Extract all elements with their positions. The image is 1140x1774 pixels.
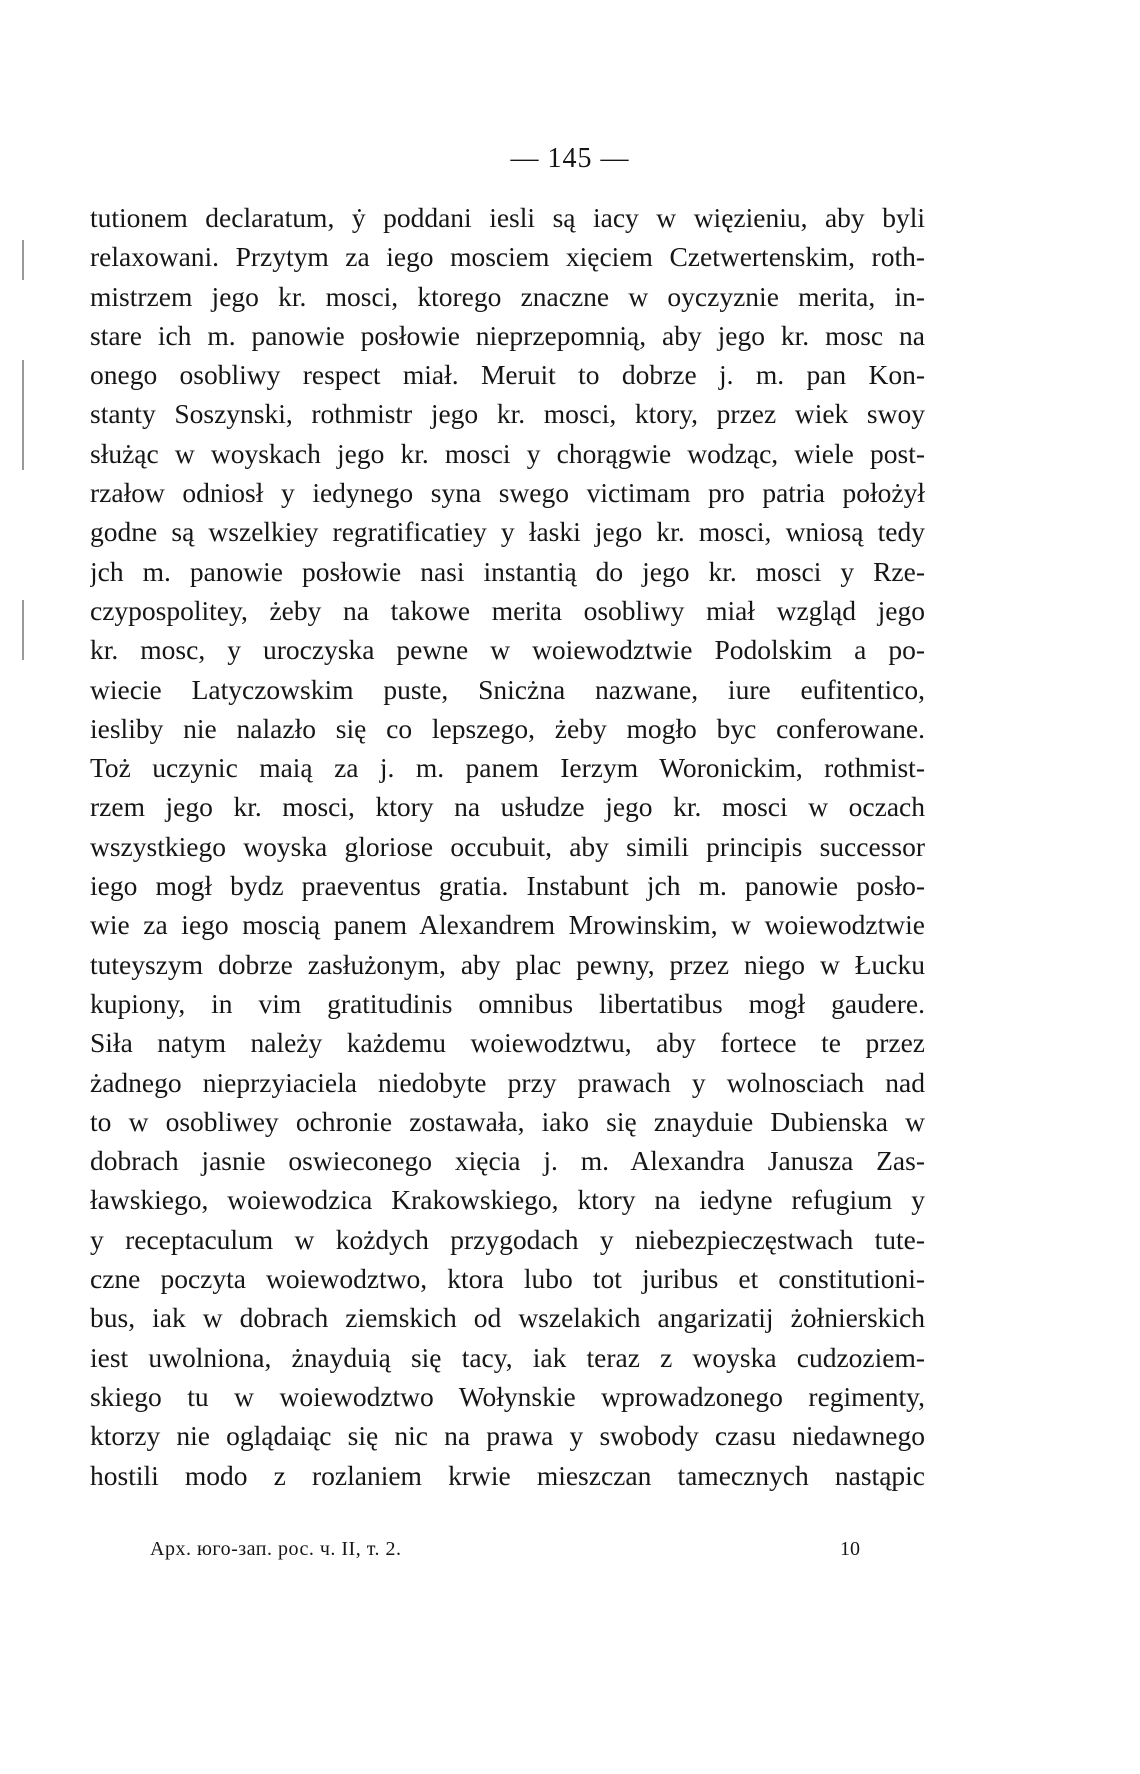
text-line: stanty Soszynski, rothmistr jego kr. mosci, ktory, przez wiek swoy [90,398,925,430]
scan-margin-mark [22,600,24,660]
body-text [90,198,925,1495]
text-line: kupiony, in vim gratitudinis omnibus libertatibus mogł gaudere. [90,987,925,1019]
text-line: żadnego nieprzyiaciela niedobyte przy prawach y wolnosciach nad [90,1066,925,1098]
text-line: mistrzem jego kr. mosci, ktorego znaczne w oyczyznie merita, in- [90,280,925,312]
text-line: rzem jego kr. mosci, ktory na usłudze jego kr. mosci w oczach [90,791,925,823]
text-line: rzałow odniosł y iedynego syna swego victimam pro patria położył [90,477,925,509]
text-line: bus, iak w dobrach ziemskich od wszelakich angarizatij żołnierskich [90,1302,925,1334]
signature-mark: Арх. юго-зап. рос. ч. II, т. 2. [150,1538,402,1560]
sheet-number: 10 [840,1538,860,1560]
text-line: relaxowani. Przytym za iego mosciem xięciem Czetwertenskim, roth- [90,241,925,273]
page-footer [150,1538,860,1568]
text-line: kr. mosc, y uroczyska pewne w woiewodztwie Podolskim a po- [90,634,925,666]
scan-margin-mark [22,360,24,470]
page-number: — 145 — [510,143,630,174]
text-line: służąc w woyskach jego kr. mosci y chorągwie wodząc, wiele post- [90,437,925,469]
text-line: Toż uczynic maią za j. m. panem Ierzym Woronickim, rothmist- [90,752,925,784]
text-line: tuteyszym dobrze zasłużonym, aby plac pewny, przez niego w Łucku [90,948,925,980]
text-line: hostili modo z rozlaniem krwie mieszczan tamecznych nastąpic [90,1459,925,1491]
text-line: iest uwolniona, żnayduią się tacy, iak teraz z woyska cudzoziem- [90,1341,925,1373]
text-line: wiecie Latyczowskim puste, Snicżna nazwane, iure eufitentico, [90,673,925,705]
text-line: y receptaculum w kożdych przygodach y niebezpieczęstwach tute- [90,1223,925,1255]
text-line: ławskiego, woiewodzica Krakowskiego, ktory na iedyne refugium y [90,1184,925,1216]
scan-margin-mark [22,240,24,280]
text-line: tutionem declaratum, ẏ poddani iesli są iacy w więzieniu, aby byli [90,202,925,233]
text-line: godne są wszelkiey regratificatiey y łaski jego kr. mosci, wniosą tedy [90,516,925,548]
text-line: dobrach jasnie oswieconego xięcia j. m. Alexandra Janusza Zas- [90,1145,925,1177]
text-line: wie za iego moscią panem Alexandrem Mrowinskim, w woiewodztwie [90,909,925,941]
text-line: iego mogł bydz praeventus gratia. Instabunt jch m. panowie posło- [90,870,925,902]
text-line: czne poczyta woiewodztwo, ktora lubo tot juribus et constitutioni- [90,1263,925,1295]
text-line: skiego tu w woiewodztwo Wołynskie wprowadzonego regimenty, [90,1380,925,1412]
text-line: iesliby nie nalazło się co lepszego, żeby mogło byc conferowane. [90,712,925,744]
text-line: onego osobliwy respect miał. Meruit to dobrze j. m. pan Kon- [90,359,925,391]
text-line: jch m. panowie posłowie nasi instantią do jego kr. mosci y Rze- [90,555,925,587]
text-line: wszystkiego woyska gloriose occubuit, aby simili principis successor [90,830,925,862]
text-line: czypospolitey, żeby na takowe merita osobliwy miał wzgląd jego [90,594,925,626]
text-line: stare ich m. panowie posłowie nieprzepomnią, aby jego kr. mosc na [90,319,925,351]
text-line: Siła natym należy każdemu woiewodztwu, aby fortece te przez [90,1027,925,1059]
text-line: to w osobliwey ochronie zostawała, iako się znayduie Dubienska w [90,1105,925,1137]
text-line: ktorzy nie oglądaiąc się nic na prawa y swobody czasu niedawnego [90,1420,925,1452]
